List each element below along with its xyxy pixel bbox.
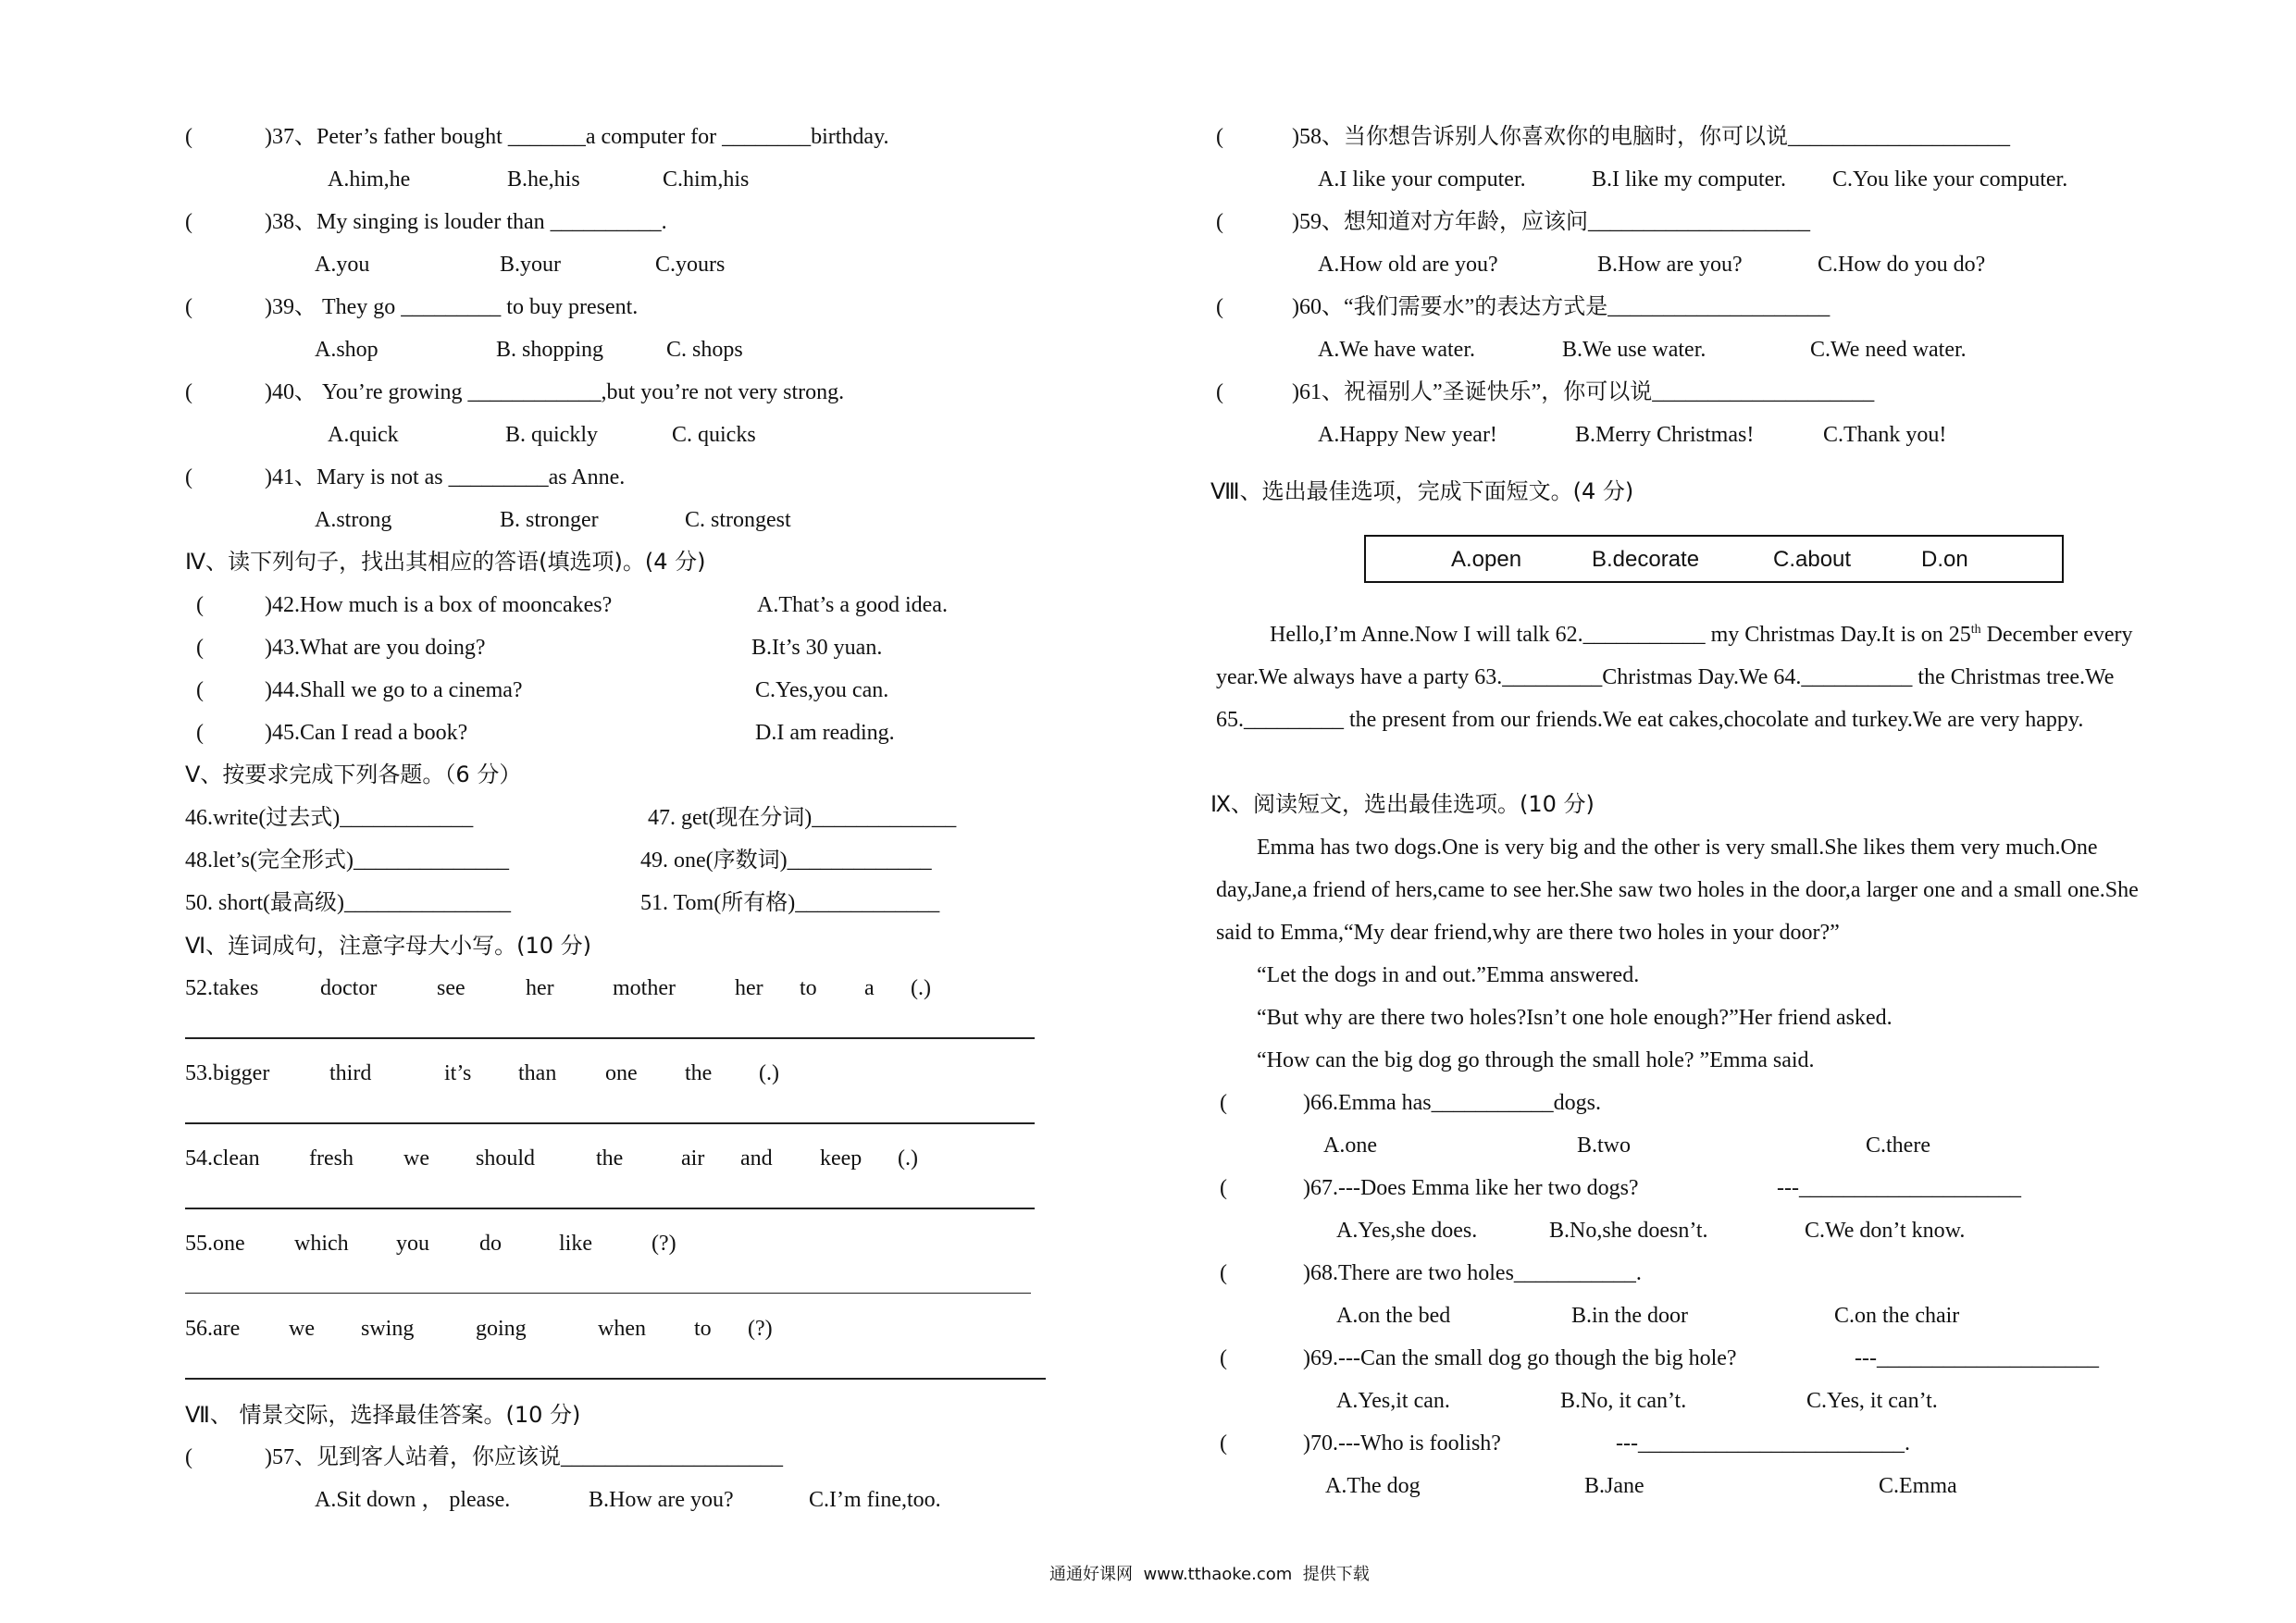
q56-word: we xyxy=(289,1317,315,1341)
q54-word: the xyxy=(596,1146,624,1171)
q52-word: doctor xyxy=(320,976,378,1000)
q39-paren: ( xyxy=(185,295,192,319)
q59-stem: )59、想知道对方年龄，应该问____________________ xyxy=(1292,210,1810,234)
q52-word: to xyxy=(800,976,817,1000)
q53-word: one xyxy=(605,1061,638,1085)
passage-8-line-3: 65._________ the present from our friends.We eat cakes,chocolate and turkey.We are very happy. xyxy=(1216,708,2084,732)
footer-source: 通通好课网 www.tthaoke.com 提供下载 xyxy=(1049,1565,1370,1584)
q66-option-c: C.there xyxy=(1866,1134,1930,1158)
q69-option-b: B.No, it can’t. xyxy=(1560,1389,1687,1413)
q60-paren: ( xyxy=(1216,295,1223,319)
q67-response-line: ---____________________ xyxy=(1777,1176,2021,1200)
q66-option-a: A.one xyxy=(1323,1134,1377,1158)
q45-paren: ( xyxy=(196,721,204,745)
q53-word: (.) xyxy=(759,1061,779,1085)
q41-option-b: B. stronger xyxy=(500,508,599,532)
q52-word: see xyxy=(437,976,465,1000)
q38-paren: ( xyxy=(185,210,192,234)
passage-8-line-2: year.We always have a party 63._________Christmas Day.We 64.__________ the Christmas tree.We xyxy=(1216,665,2115,689)
q54-word: 54.clean xyxy=(185,1146,260,1171)
q39-option-a: A.shop xyxy=(315,338,379,362)
q37-option-c: C.him,his xyxy=(663,167,750,192)
q59-option-c: C.How do you do? xyxy=(1818,253,1986,277)
q52-answer-line[interactable] xyxy=(185,1037,1035,1039)
q50: 50. short(最高级)_______________ xyxy=(185,891,511,915)
section-8-heading: Ⅷ、选出最佳选项，完成下面短文。(4 分) xyxy=(1210,478,1634,504)
q69-response-line: ---____________________ xyxy=(1855,1346,2099,1370)
q59-option-b: B.How are you? xyxy=(1597,253,1743,277)
q57-option-c: C.I’m fine,too. xyxy=(809,1488,941,1512)
q55-answer-line[interactable] xyxy=(185,1293,1031,1294)
q70-response-line: ---________________________. xyxy=(1616,1431,1910,1456)
q38-option-b: B.your xyxy=(500,253,561,277)
q59-option-a: A.How old are you? xyxy=(1318,253,1498,277)
passage-8-superscript: th xyxy=(1970,623,1981,637)
q69-option-a: A.Yes,it can. xyxy=(1336,1389,1450,1413)
q45-answer-option: D.I am reading. xyxy=(755,721,895,745)
q38-stem: )38、My singing is louder than __________. xyxy=(265,210,667,234)
q42-paren: ( xyxy=(196,593,204,617)
q68-stem: )68.There are two holes___________. xyxy=(1303,1261,1642,1285)
q52-word: (.) xyxy=(911,976,931,1000)
q42-answer-option: A.That’s a good idea. xyxy=(757,593,948,617)
q44-answer-option: C.Yes,you can. xyxy=(755,678,889,702)
q44-stem: )44.Shall we go to a cinema? xyxy=(265,678,523,702)
q39-option-c: C. shops xyxy=(666,338,743,362)
q67-paren: ( xyxy=(1220,1176,1227,1200)
section-6-heading: Ⅵ、连词成句，注意字母大小写。(10 分) xyxy=(185,933,592,959)
q53-word: the xyxy=(685,1061,713,1085)
passage-9-line-1: Emma has two dogs.One is very big and the other is very small.She likes them very much.One xyxy=(1257,836,2098,860)
q52-word: a xyxy=(864,976,875,1000)
q69-stem: )69.---Can the small dog go though the big hole? xyxy=(1303,1346,1737,1370)
section-4-heading: Ⅳ、读下列句子，找出其相应的答语(填选项)。(4 分) xyxy=(185,549,706,575)
q53-word: it’s xyxy=(444,1061,472,1085)
q37-paren: ( xyxy=(185,125,192,149)
q61-option-c: C.Thank you! xyxy=(1823,423,1947,447)
q70-option-c: C.Emma xyxy=(1879,1474,1957,1498)
q49: 49. one(序数词)_____________ xyxy=(640,849,932,873)
q41-option-c: C. strongest xyxy=(685,508,791,532)
q41-option-a: A.strong xyxy=(315,508,392,532)
q57-stem: )57、见到客人站着，你应该说____________________ xyxy=(265,1445,783,1469)
passage-9-line-5: “But why are there two holes?Isn’t one hole enough?”Her friend asked. xyxy=(1257,1006,1893,1030)
q41-paren: ( xyxy=(185,465,192,489)
q46: 46.write(过去式)____________ xyxy=(185,806,474,830)
q54-word: we xyxy=(403,1146,429,1171)
passage-8-line-1-text: Hello,I’m Anne.Now I will talk 62.___________ my Christmas Day.It is on 25 xyxy=(1270,623,1971,647)
q39-stem: )39、 They go _________ to buy present. xyxy=(265,295,639,319)
section-5-heading: Ⅴ、按要求完成下列各题。（6 分） xyxy=(185,762,522,787)
word-bank-option-d: D.on xyxy=(1921,547,1968,572)
q43-stem: )43.What are you doing? xyxy=(265,636,486,660)
q67-option-c: C.We don’t know. xyxy=(1805,1219,1966,1243)
passage-8-line-1 xyxy=(1270,621,2133,649)
q66-stem: )66.Emma has___________dogs. xyxy=(1303,1091,1601,1115)
q70-paren: ( xyxy=(1220,1431,1227,1456)
q70-option-b: B.Jane xyxy=(1584,1474,1644,1498)
q39-option-b: B. shopping xyxy=(496,338,604,362)
q69-option-c: C.Yes, it can’t. xyxy=(1806,1389,1938,1413)
q69-paren: ( xyxy=(1220,1346,1227,1370)
q54-word: (.) xyxy=(898,1146,918,1171)
passage-8-line-1-end: December every xyxy=(1980,623,2133,647)
q48: 48.let’s(完全形式)______________ xyxy=(185,849,509,873)
q54-word: should xyxy=(476,1146,536,1171)
q56-answer-line[interactable] xyxy=(185,1378,1046,1380)
passage-9-line-3: said to Emma,“My dear friend,why are there two holes in your door?” xyxy=(1216,921,1840,945)
q51: 51. Tom(所有格)_____________ xyxy=(640,891,940,915)
q58-option-c: C.You like your computer. xyxy=(1832,167,2068,192)
q45-stem: )45.Can I read a book? xyxy=(265,721,468,745)
passage-9-line-4: “Let the dogs in and out.”Emma answered. xyxy=(1257,963,1640,987)
q55-word: do xyxy=(479,1232,502,1256)
q55-word: you xyxy=(396,1232,429,1256)
q58-option-a: A.I like your computer. xyxy=(1318,167,1526,192)
q37-stem: )37、Peter’s father bought _______a computer for ________birthday. xyxy=(265,125,889,149)
q55-word: 55.one xyxy=(185,1232,245,1256)
q68-paren: ( xyxy=(1220,1261,1227,1285)
q54-word: keep xyxy=(820,1146,863,1171)
q54-answer-line[interactable] xyxy=(185,1208,1035,1209)
q55-word: (?) xyxy=(652,1232,676,1256)
q61-paren: ( xyxy=(1216,380,1223,404)
q54-word: fresh xyxy=(309,1146,354,1171)
q61-stem: )61、祝福别人”圣诞快乐”，你可以说____________________ xyxy=(1292,380,1875,404)
q53-answer-line[interactable] xyxy=(185,1122,1035,1124)
q60-option-c: C.We need water. xyxy=(1810,338,1967,362)
word-bank-option-b: B.decorate xyxy=(1592,547,1700,572)
section-7-heading: Ⅶ、 情景交际，选择最佳答案。(10 分) xyxy=(185,1402,581,1428)
q52-word: 52.takes xyxy=(185,976,259,1000)
q61-option-a: A.Happy New year! xyxy=(1318,423,1497,447)
q55-word: which xyxy=(294,1232,349,1256)
q66-option-b: B.two xyxy=(1577,1134,1632,1158)
q44-paren: ( xyxy=(196,678,204,702)
q67-option-b: B.No,she doesn’t. xyxy=(1549,1219,1708,1243)
q57-paren: ( xyxy=(185,1445,192,1469)
q37-option-a: A.him,he xyxy=(328,167,411,192)
q67-option-a: A.Yes,she does. xyxy=(1336,1219,1478,1243)
q56-word: to xyxy=(694,1317,712,1341)
q40-option-b: B. quickly xyxy=(505,423,598,447)
passage-9-line-6: “How can the big dog go through the small hole? ”Emma said. xyxy=(1257,1048,1815,1072)
q38-option-c: C.yours xyxy=(655,253,726,277)
q68-option-b: B.in the door xyxy=(1571,1304,1688,1328)
q58-paren: ( xyxy=(1216,125,1223,149)
q58-option-b: B.I like my computer. xyxy=(1592,167,1786,192)
q43-paren: ( xyxy=(196,636,204,660)
q53-word: 53.bigger xyxy=(185,1061,270,1085)
q56-word: when xyxy=(598,1317,646,1341)
q42-stem: )42.How much is a box of mooncakes? xyxy=(265,593,613,617)
q56-word: swing xyxy=(361,1317,415,1341)
q40-option-a: A.quick xyxy=(328,423,399,447)
q57-option-a: A.Sit down ， please. xyxy=(315,1488,511,1512)
q60-option-a: A.We have water. xyxy=(1318,338,1475,362)
word-bank-option-a: A.open xyxy=(1451,547,1522,572)
q70-stem: )70.---Who is foolish? xyxy=(1303,1431,1501,1456)
q38-option-a: A.you xyxy=(315,253,370,277)
q43-answer-option: B.It’s 30 yuan. xyxy=(751,636,883,660)
q57-option-b: B.How are you? xyxy=(589,1488,734,1512)
q47: 47. get(现在分词)_____________ xyxy=(648,806,957,830)
q61-option-b: B.Merry Christmas! xyxy=(1575,423,1755,447)
q70-option-a: A.The dog xyxy=(1325,1474,1421,1498)
q59-paren: ( xyxy=(1216,210,1223,234)
q56-word: going xyxy=(476,1317,527,1341)
q52-word: her xyxy=(526,976,554,1000)
q68-option-c: C.on the chair xyxy=(1834,1304,1960,1328)
q54-word: air xyxy=(681,1146,705,1171)
section-9-heading: Ⅸ、阅读短文，选出最佳选项。(10 分) xyxy=(1210,791,1595,817)
q41-stem: )41、Mary is not as _________as Anne. xyxy=(265,465,626,489)
q40-option-c: C. quicks xyxy=(672,423,756,447)
word-bank-box xyxy=(1364,535,2064,583)
q66-paren: ( xyxy=(1220,1091,1227,1115)
q37-option-b: B.he,his xyxy=(507,167,580,192)
q40-stem: )40、 You’re growing ____________,but you’re not very strong. xyxy=(265,380,845,404)
passage-9-line-2: day,Jane,a friend of hers,came to see her.She saw two holes in the door,a larger one and a small one.She xyxy=(1216,878,2139,902)
q67-stem: )67.---Does Emma like her two dogs? xyxy=(1303,1176,1639,1200)
q56-word: 56.are xyxy=(185,1317,241,1341)
q60-stem: )60、“我们需要水”的表达方式是____________________ xyxy=(1292,295,1831,319)
q54-word: and xyxy=(740,1146,773,1171)
q52-word: her xyxy=(735,976,763,1000)
q53-word: than xyxy=(518,1061,557,1085)
q55-word: like xyxy=(559,1232,592,1256)
q52-word: mother xyxy=(613,976,676,1000)
q40-paren: ( xyxy=(185,380,192,404)
word-bank-option-c: C.about xyxy=(1773,547,1852,572)
q56-word: (?) xyxy=(748,1317,773,1341)
q58-stem: )58、当你想告诉别人你喜欢你的电脑时，你可以说____________________ xyxy=(1292,125,2010,149)
q60-option-b: B.We use water. xyxy=(1562,338,1706,362)
q53-word: third xyxy=(329,1061,372,1085)
q68-option-a: A.on the bed xyxy=(1336,1304,1451,1328)
